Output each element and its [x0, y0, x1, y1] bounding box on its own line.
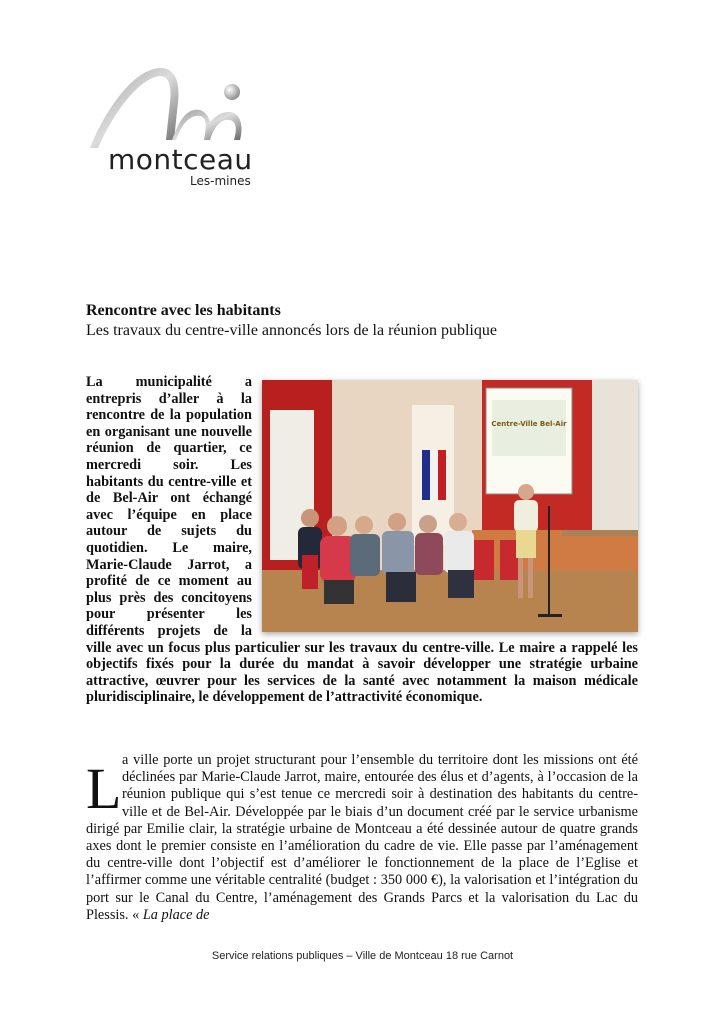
meeting-photo [262, 380, 638, 632]
screen-title: Centre-Ville Bel-Air [491, 420, 567, 428]
drop-cap: L [86, 756, 122, 821]
article-title: Rencontre avec les habitants [86, 302, 281, 319]
intro-text: La municipalité a entrepris d’aller à la rencontre de la population en organisant une nouvelle réunion de quartier, ce mercredi soir. Les habitants du centre-ville et de Bel-Air ont échangé avec l’équipe en place autour de sujets du quotidien. Le maire, Marie-Claude Jarrot, a profité de ce moment au plus près des concitoyens pour présenter les différents projets de la ville avec un focus plus particulier sur les travaux du centre-ville. Le maire a rappelé les objectifs fixés pour la durée du mandat à savoir développer une stratégie urbaine attractive, œuvrer pour les services de la santé avec notamment la maison médicale pluridisciplinaire, le développement de l’attractivité économique. [86, 374, 638, 706]
logo-name: montceau [108, 143, 253, 176]
logo-subtitle: Les-mines [190, 174, 251, 188]
page-footer: Service relations publiques – Ville de Montceau 18 rue Carnot [211, 950, 514, 962]
article-body [86, 752, 638, 924]
montceau-logo [84, 62, 274, 192]
article-intro [86, 374, 638, 706]
article-subtitle: Les travaux du centre-ville annoncés lors de la réunion publique [86, 322, 497, 339]
body-text: a ville porte un projet structurant pour l’ensemble du territoire dont les missions ont été déclinées par Marie-Claude Jarrot, maire, entourée des élus et d’agents, à l’occasion de la réunion publique qui s’est tenue ce mercredi soir à destination des habitants du centre-ville et de Bel-Air. Développée par le biais d’un document créé par le service urbanisme dirigé par Emilie clair, la stratégie urbaine de Montceau a été dessinée autour de quatre grands axes dont le premier consiste en l’amélioration du cadre de vie. Elle passe par l’aménagement du centre-ville dont l’objectif est d’améliorer le fonctionnement de la place de l’Eglise et l’affirmer comme une véritable centralité (budget : 350 000 €), la valorisation et l’intégration du port sur le Canal du Centre, l’aménagement des Grands Parcs et la valorisation du Lac du Plessis. « [86, 752, 638, 923]
body-italic-quote: La place de [142, 906, 210, 923]
